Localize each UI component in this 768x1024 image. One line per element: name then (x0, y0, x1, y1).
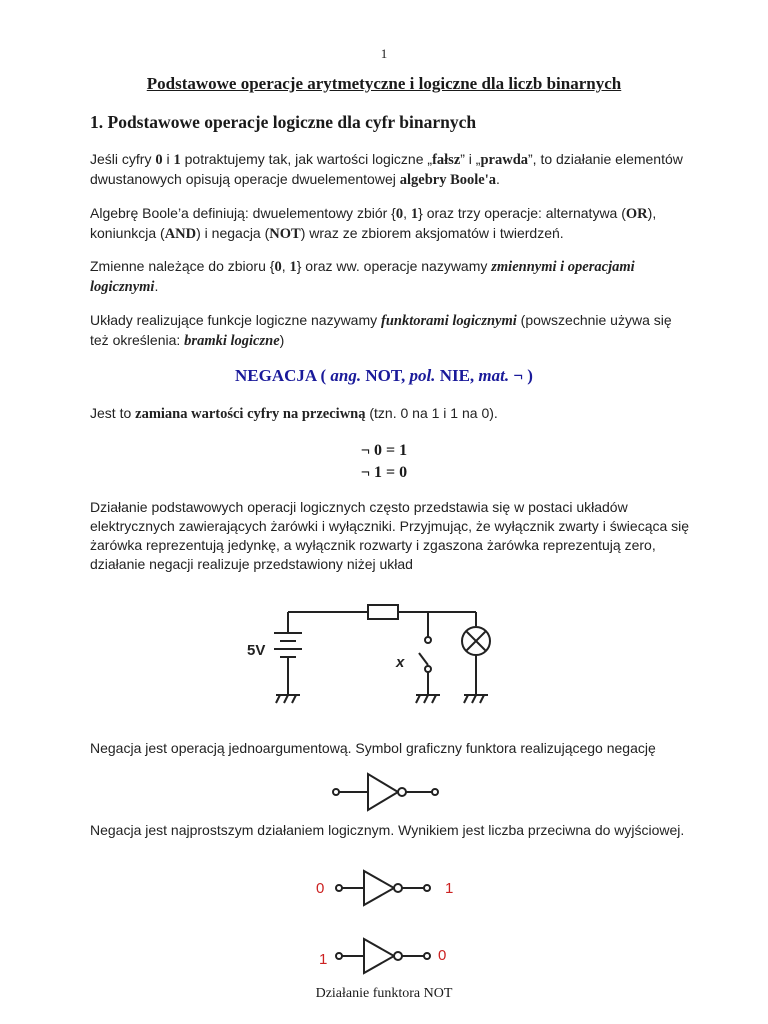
paragraph-2: Algebrę Boole’a definiują: dwuelementowy zbiór {0, 1} oraz trzy operacje: alternatywa (OR), koniunkcja (AND) i negacja (NOT) wraz ze zbiorem aksjomatów i twierdzeń. (90, 205, 657, 242)
not-gate-example-1 (308, 866, 468, 912)
not-gate-symbol (330, 766, 450, 816)
gate2-output: 0 (438, 947, 447, 964)
document-title: Podstawowe operacje arytmetyczne i logiczne dla liczb binarnych (146, 74, 622, 93)
resistor (368, 605, 398, 619)
equation-2: ¬ 1 = 0 (360, 464, 408, 481)
negation-circuit-diagram (230, 595, 530, 720)
paragraph-3: Zmienne należące do zbioru {0, 1} oraz ww. operacje nazywamy zmiennymi i operacjami logicznymi. (90, 258, 635, 295)
not-gate-example-2 (308, 936, 468, 982)
paragraph-5: Jest to zamiana wartości cyfry na przeciwną (tzn. 0 na 1 i 1 na 0). (90, 405, 498, 422)
figure-caption: Działanie funktora NOT (315, 986, 453, 1001)
switch-label: x (396, 654, 405, 671)
negation-heading: NEGACJA ( ang. NOT, pol. NIE, mat. ¬ ) (235, 366, 533, 385)
paragraph-1: Jeśli cyfry 0 i 1 potraktujemy tak, jak wartości logiczne „fałsz” i „prawda”, to działanie elementów dwustanowych opisują operacje dwuelementowej algebry Boole'a. (90, 151, 683, 188)
equation-1: ¬ 0 = 1 (360, 442, 408, 459)
section-heading: 1. Podstawowe operacje logiczne dla cyfr binarnych (90, 112, 477, 132)
voltage-label: 5V (247, 642, 266, 659)
gate2-input: 1 (319, 951, 328, 968)
paragraph-8: Negacja jest najprostszym działaniem logicznym. Wynikiem jest liczba przeciwna do wyjściowej. (90, 822, 685, 838)
paragraph-7: Negacja jest operacją jednoargumentową. Symbol graficzny funktora realizującego negację (90, 740, 656, 756)
paragraph-6: Działanie podstawowych operacji logicznych często przedstawia się w postaci układów elektrycznych zawierających żarówki i wyłączniki. Przyjmując, że wyłącznik zwarty i świecąca się żarówka reprezentują jedynkę, a wyłącznik rozwarty i zgaszona żarówka reprezentują zero, działanie negacji realizuje przedstawiony niżej układ (90, 499, 690, 572)
paragraph-4: Układy realizujące funkcje logiczne nazywamy funktorami logicznymi (powszechnie używa się też określenia: bramki logiczne) (90, 312, 672, 349)
page-number: 1 (380, 46, 388, 61)
gate1-input: 0 (316, 880, 325, 897)
gate1-output: 1 (445, 880, 454, 897)
